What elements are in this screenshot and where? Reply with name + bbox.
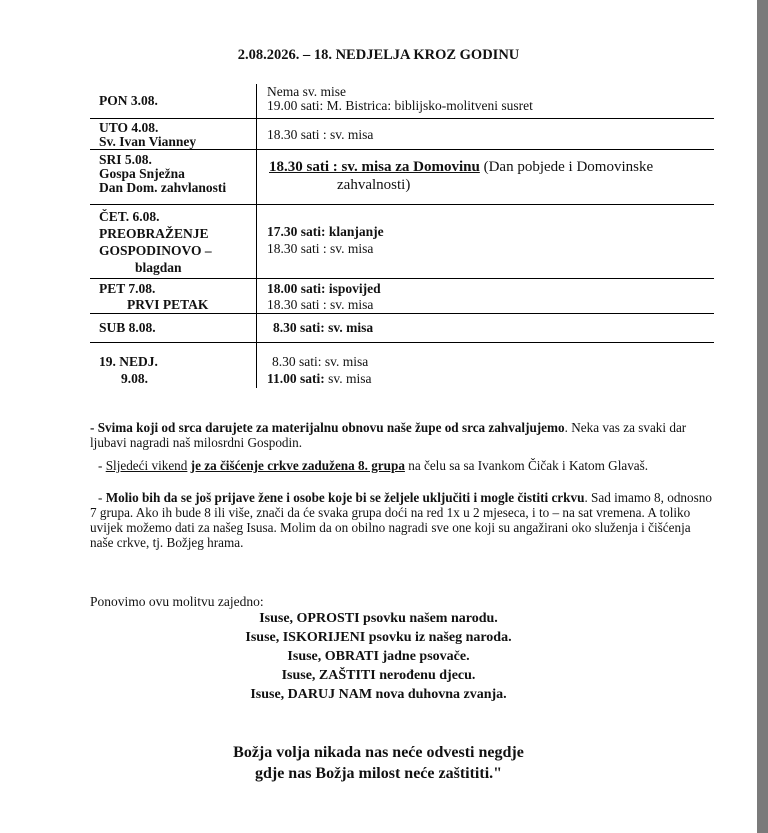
day-line: SUB 8.08.	[99, 319, 156, 335]
day-line: PRVI PETAK	[127, 296, 209, 312]
day-cell	[90, 204, 257, 278]
day-cell	[90, 313, 257, 342]
closing-line: gdje nas Božja milost neće zaštititi."	[254, 765, 503, 782]
mass-line: 18.00 sati: ispovijed	[267, 280, 381, 296]
prayer-line: Isuse, OPROSTI psovku našem narodu.	[259, 611, 498, 626]
mass-line: 18.30 sati : sv. misa	[267, 126, 374, 142]
day-line: 19. NEDJ.	[99, 353, 158, 369]
table-row	[90, 84, 714, 118]
notice-dash: -	[98, 458, 106, 473]
mass-line: 18.30 sati : sv. misa	[267, 296, 374, 312]
day-line: ČET. 6.08.	[99, 208, 160, 224]
table-row	[90, 204, 714, 278]
mass-cell	[257, 204, 715, 278]
mass-line: 17.30 sati: klanjanje	[267, 223, 384, 239]
mass-line: 18.30 sati : sv. misa	[267, 240, 374, 256]
day-line: PREOBRAŽENJE	[99, 225, 209, 241]
schedule-table	[90, 84, 714, 388]
day-cell	[90, 118, 257, 149]
notice-cleaning	[90, 458, 715, 473]
table-row	[90, 118, 714, 149]
prayer-line: Isuse, ISKORIJENI psovku iz našeg naroda.	[245, 630, 512, 645]
day-line: PON 3.08.	[99, 93, 158, 108]
mass-line: 8.30 sati: sv. misa	[272, 353, 369, 369]
mass-cell	[257, 342, 715, 388]
day-line: blagdan	[135, 259, 182, 275]
mass-time: 11.00 sati:	[267, 370, 325, 386]
day-cell	[90, 278, 257, 313]
day-line: SRI 5.08.	[99, 151, 152, 167]
day-cell	[90, 84, 257, 118]
mass-cell	[257, 313, 715, 342]
mass-note: (Dan pobjede i Domovinske	[479, 158, 654, 175]
closing-line: Božja volja nikada nas neće odvesti negdje	[233, 744, 524, 761]
notice-underline: Sljedeći vikend	[105, 458, 188, 473]
prayer-block	[0, 609, 757, 704]
prayer-intro: Ponovimo ovu molitvu zajedno:	[90, 594, 264, 609]
notice-dash: -	[98, 490, 106, 505]
mass-cell	[257, 118, 715, 149]
prayer-line: Isuse, DARUJ NAM nova duhovna zvanja.	[250, 687, 507, 702]
mass-text: sv. misa	[324, 370, 372, 386]
notice-text: . Sad imamo 8, odnosno 7 grupa. Ako ih bude 8 ili više, znači da će svaka grupa doći na red 1x u 2 mjeseca, i to – na sat vremena. A toliko uvijek možemo dati za našeg Isusa. Molim da on obilno nagradi sve one koji su angažirani oko služenja i čišćenja naše crkve, tj. Božjeg hrama.	[90, 490, 712, 550]
mass-line: Nema sv. mise	[267, 84, 346, 99]
table-row	[90, 313, 714, 342]
mass-time: 8.30 sati	[273, 319, 321, 335]
prayer-line: Isuse, ZAŠTITI nerođenu djecu.	[281, 668, 476, 683]
day-line: Gospa Snježna	[99, 165, 185, 181]
notice-bold-underline: je za čišćenje crkve zadužena 8. grupa	[190, 458, 405, 473]
table-row	[90, 149, 714, 204]
day-line: UTO 4.08.	[99, 119, 159, 135]
notice-text: . Neka vas za svaki dar ljubavi nagradi naš milosrdni Gospodin.	[90, 420, 687, 450]
day-line: PET 7.08.	[99, 280, 156, 296]
mass-cell	[257, 278, 715, 313]
day-line: Sv. Ivan Vianney	[99, 133, 197, 149]
page-title: 2.08.2026. – 18. NEDJELJA KROZ GODINU	[237, 47, 520, 63]
prayer-line: Isuse, OBRATI jadne psovače.	[287, 649, 470, 664]
day-cell	[90, 149, 257, 204]
notice-bold: Molio bih da se još prijave žene i osobe koje bi se željele uključiti i mogle čistiti crkvu	[105, 490, 585, 505]
mass-line: 19.00 sati: M. Bistrica: biblijsko-molitveni susret	[267, 98, 533, 113]
notice-volunteers	[90, 490, 715, 550]
notice-bold: - Svima koji od srca darujete za materijalnu obnovu naše župe od srca zahvaljujemo	[90, 420, 565, 435]
day-line: GOSPODINOVO –	[99, 242, 212, 258]
table-row	[90, 342, 714, 388]
mass-highlight: 18.30 sati : sv. misa za Domovinu	[269, 158, 480, 175]
mass-note-cont: zahvalnosti)	[337, 176, 411, 193]
closing-quote	[0, 742, 757, 784]
mass-text: : sv. misa	[320, 319, 374, 335]
day-line: Dan Dom. zahvlanosti	[99, 179, 227, 195]
notice-donations	[90, 420, 715, 450]
mass-cell	[257, 149, 715, 204]
mass-cell	[257, 84, 715, 118]
table-row	[90, 278, 714, 313]
day-line: 9.08.	[121, 370, 148, 386]
day-cell	[90, 342, 257, 388]
notice-text: na čelu sa sa Ivankom Čičak i Katom Glavaš.	[404, 458, 649, 473]
